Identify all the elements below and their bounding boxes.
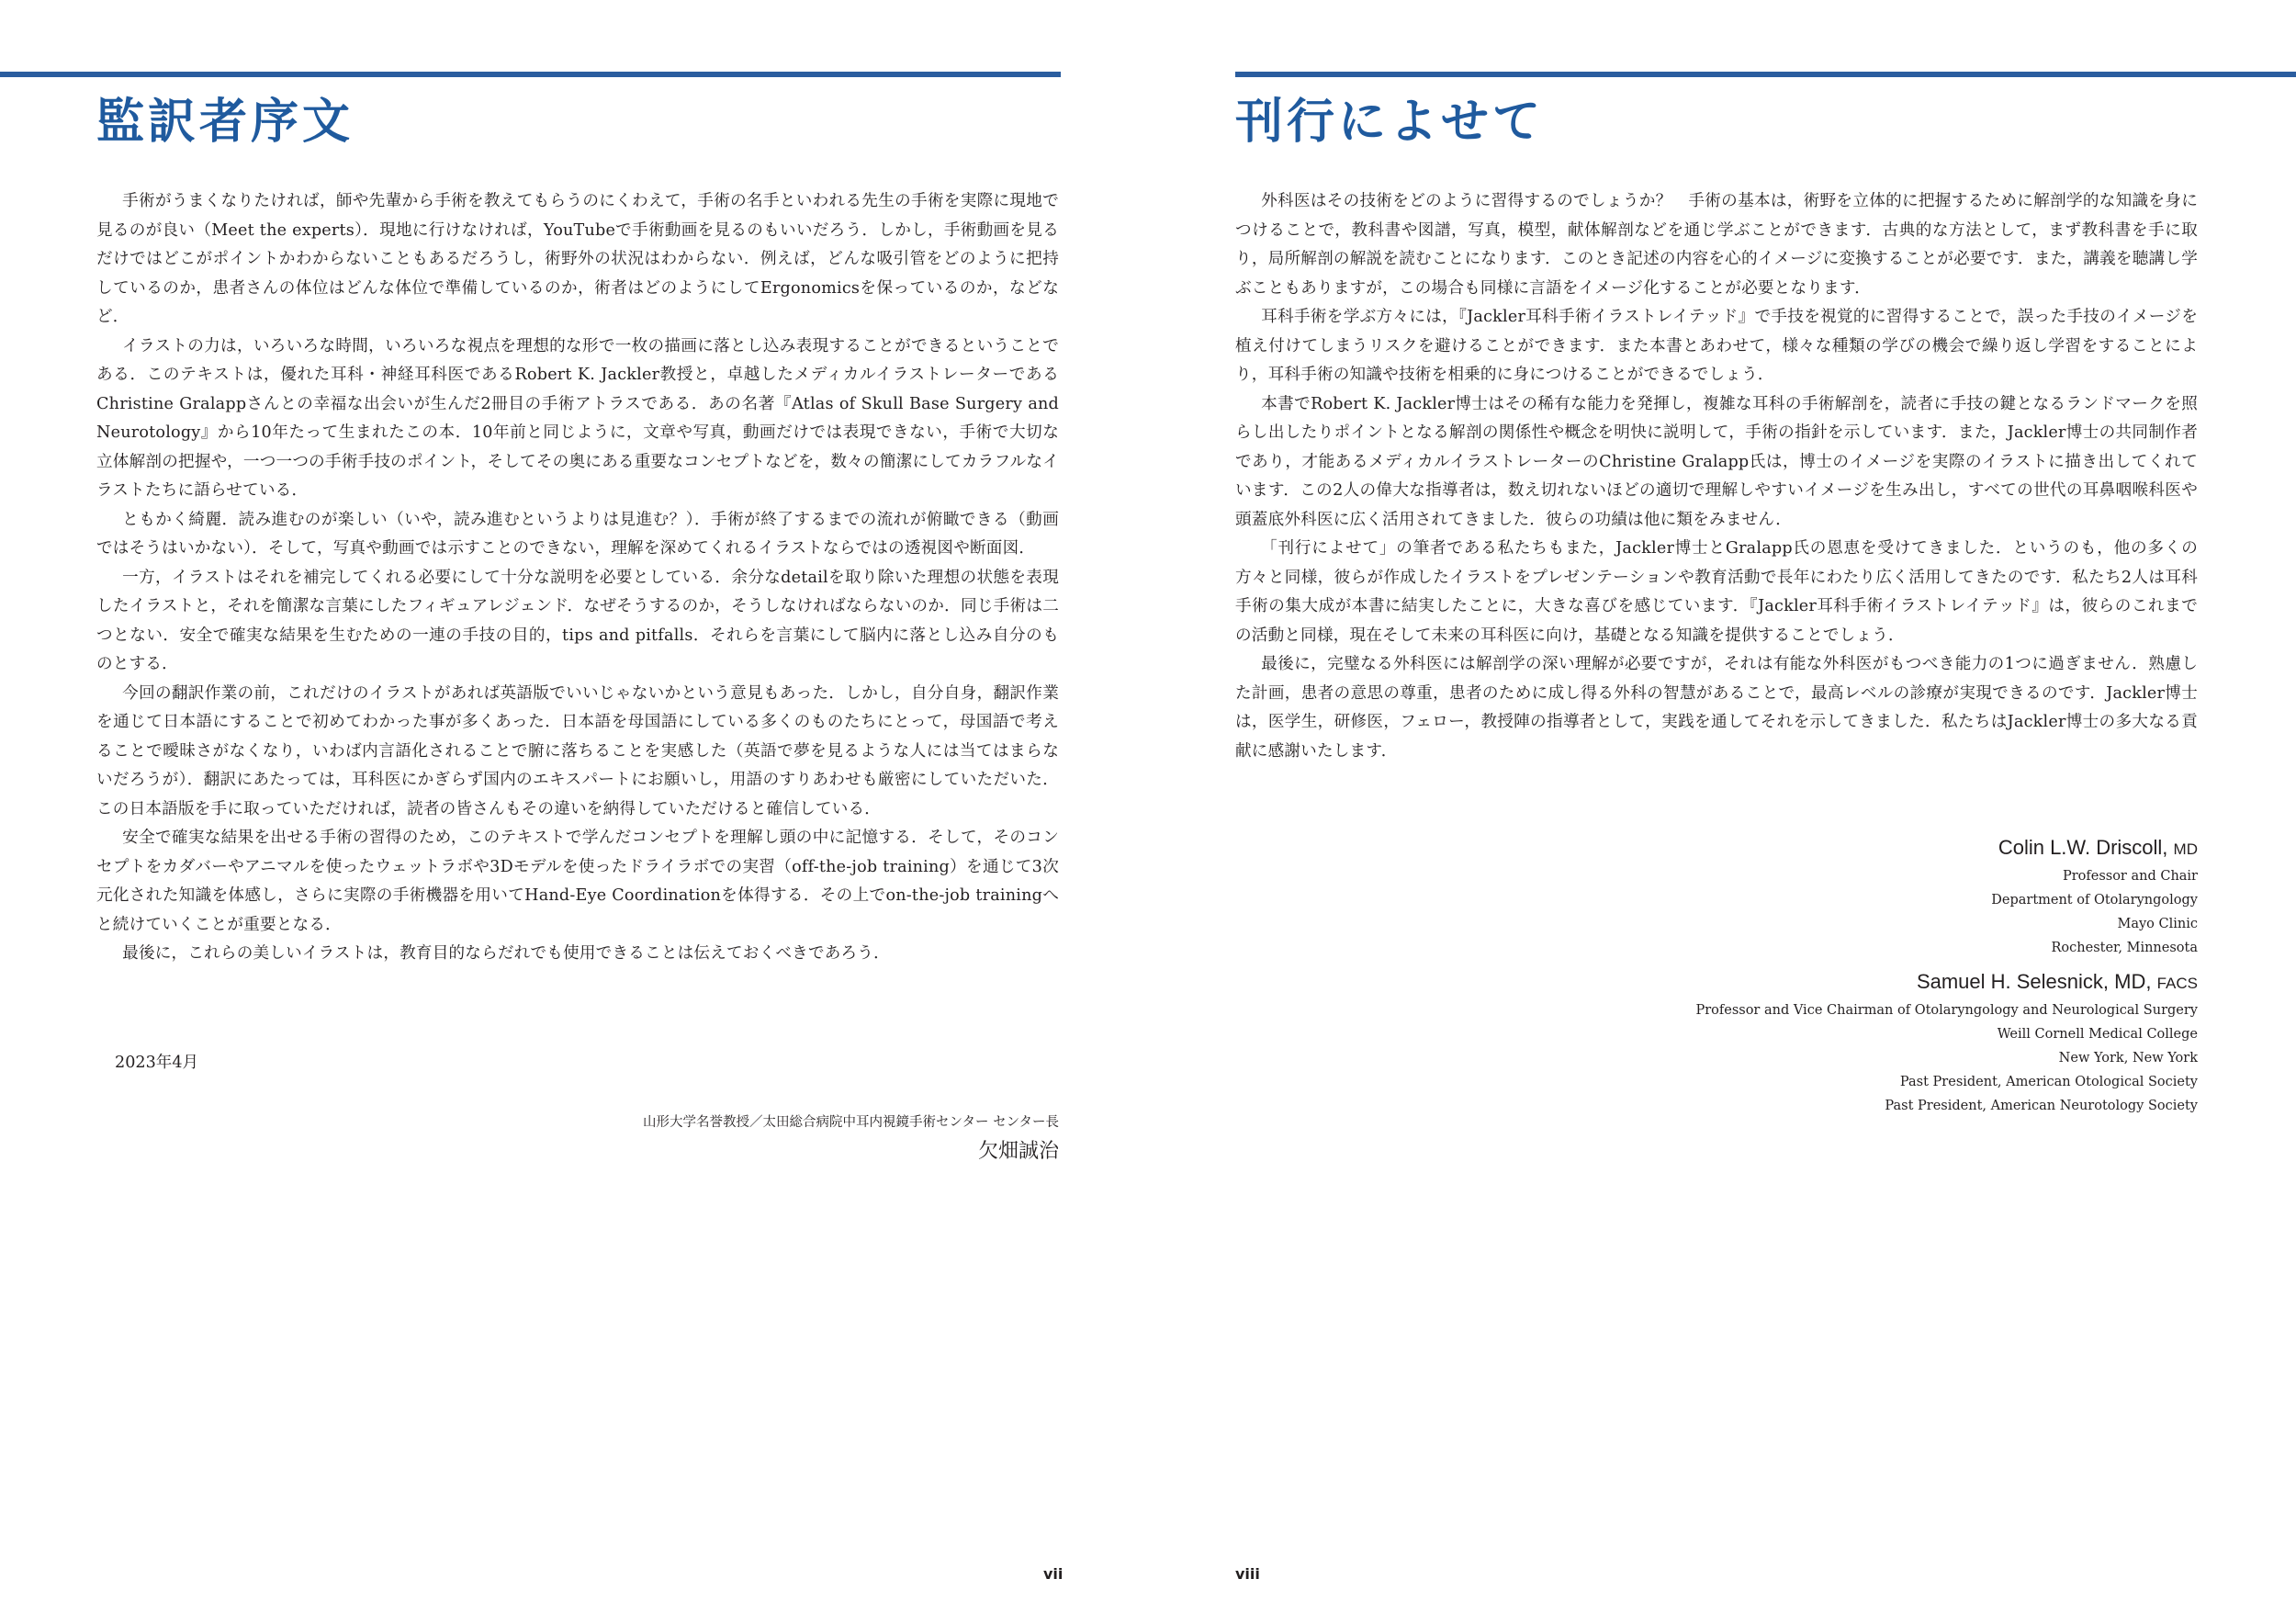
signature-line: Mayo Clinic <box>2117 917 2198 931</box>
signature-line: Professor and Vice Chairman of Otolaryngology and Neurological Surgery <box>1695 1003 2198 1018</box>
paragraph: 安全で確実な結果を出せる手術の習得のため，このテキストで学んだコンセプトを理解し頭の中に記憶する．そして，そのコンセプトをカダバーやアニマルを使ったウェットラボや3Dモデルを使ったドライラボでの実習（off-the-job training）を通じて3次元化された知識を体感し，さらに実際の手術機器を用いてHand-Eye Coordinationを体得する．その上でon-the-job trainingへと続けていくことが重要となる． <box>96 829 1059 934</box>
page-number: vii <box>1043 1565 1064 1583</box>
signature-line: Rochester, Minnesota <box>2051 941 2198 955</box>
body-text <box>96 187 1059 969</box>
signature-line: Department of Otolaryngology <box>1991 893 2198 908</box>
signature-line: Weill Cornell Medical College <box>1997 1027 2198 1042</box>
translator-name: 欠畑誠治 <box>977 1140 1059 1163</box>
page-title: 刊行によせて <box>1235 95 1545 150</box>
body-text <box>1235 187 2198 766</box>
paragraph: 耳科手術を学ぶ方々には，『Jackler耳科手術イラストレイテッド』で手技を視覚的に習得することで，誤った手技のイメージを植え付けてしまうリスクを避けることができます．また本書とあわせて，様々な種類の学びの機会で繰り返し学習をすることにより，耳科手術の知識や技術を相乗的に身につけることができるでしょう． <box>1235 308 2198 384</box>
paragraph: 「刊行によせて」の筆者である私たちもまた，Jackler博士とGralapp氏の恩恵を受けてきました．というのも，他の多くの方々と同様，彼らが作成したイラストをプレゼンテーションや教育活動で長年にわたり広く活用してきたのです．私たち2人は耳科手術の集大成が本書に結実したことに，大きな喜びを感じています．『Jackler耳科手術イラストレイテッド』は，彼らのこれまでの活動と同様，現在そして未来の耳科医に向け，基礎となる知識を提供することでしょう． <box>1235 539 2198 645</box>
date: 2023年4月 <box>115 1054 199 1072</box>
header-rule <box>0 72 1061 77</box>
signature-name <box>1991 833 2198 864</box>
page-number: viii <box>1235 1565 1260 1583</box>
paragraph: 最後に，完璧なる外科医には解剖学の深い理解が必要ですが，それは有能な外科医がもつべき能力の1つに過ぎません．熟慮した計画，患者の意思の尊重，患者のために成し得る外科の智慧があることで，最高レベルの診療が実現できるのです．Jackler博士は，医学生，研修医，フェロー，教授陣の指導者として，実践を通してそれを示してきました．私たちはJackler博士の多大なる貢献に感謝いたします． <box>1235 655 2198 761</box>
right-page <box>1148 0 2296 1624</box>
signature-line: New York, New York <box>2058 1051 2198 1066</box>
paragraph: ともかく綺麗．読み進むのが楽しい（いや，読み進むというよりは見進む？）．手術が終了するまでの流れが俯瞰できる（動画ではそうはいかない）．そして，写真や動画では示すことのできない，理解を深めてくれるイラストならではの透視図や断面図． <box>96 510 1059 558</box>
page-title: 監訳者序文 <box>96 95 355 150</box>
paragraph: 手術がうまくなりたければ，師や先輩から手術を教えてもらうのにくわえて，手術の名手といわれる先生の手術を実際に現地で見るのが良い（Meet the experts）．現地に行けなければ，YouTubeで手術動画を見るのもいいだろう．しかし，手術動画を見るだけではどこがポイントかわからないこともあるだろうし，術野外の状況はわからない．例えば，どんな吸引管をどのように把持しているのか，患者さんの体位はどんな体位で準備しているのか，術者はどのようにしてErgonomicsを保っているのか，などなど． <box>96 192 1059 326</box>
paragraph: 今回の翻訳作業の前，これだけのイラストがあれば英語版でいいじゃないかという意見もあった．しかし，自分自身，翻訳作業を通じて日本語にすることで初めてわかった事が多くあった．日本語を母国語にしている多くのものたちにとって，母国語で考えることで曖昧さがなくなり，いわば内言語化されることで腑に落ちることを実感した（英語で夢を見るような人には当てはまらないだろうが）．翻訳にあたっては，耳科医にかぎらず国内のエキスパートにお願いし，用語のすりあわせも厳密にしていただいた．この日本語版を手に取っていただければ，読者の皆さんもその違いを納得していただけると確信している． <box>96 683 1059 818</box>
signature-line: Professor and Chair <box>2062 869 2198 884</box>
signature-selesnick <box>1695 967 2198 1118</box>
paragraph: 本書でRobert K. Jackler博士はその稀有な能力を発揮し，複雑な耳科の手術解剖を，読者に手技の鍵となるランドマークを照らし出したりポイントとなる解剖の関係性や概念を明快に説明して，手術の指針を示しています．また，Jackler博士の共同制作者であり，才能あるメディカルイラストレーターのChristine Gralapp氏は，博士のイメージを実際のイラストに描き出してくれています．この2人の偉大な指導者は，数え切れないほどの適切で理解しやすいイメージを生み出し，すべての世代の耳鼻咽喉科医や頭蓋底外科医に広く活用されてきました．彼らの功績は他に類をみません． <box>1235 394 2198 529</box>
author-name: Colin L.W. Driscoll, <box>1998 836 2168 859</box>
paragraph: 一方，イラストはそれを補完してくれる必要にして十分な説明を必要としている．余分なdetailを取り除いた理想の状態を表現したイラストと，それを簡潔な言葉にしたフィギュアレジェンド．なぜそうするのか，そうしなければならないのか．同じ手術は二つとない．安全で確実な結果を生むための一連の手技の目的，tips and pitfalls．それらを言葉にして脳内に落とし込み自分のものとする． <box>96 568 1059 673</box>
paragraph: イラストの力は，いろいろな時間，いろいろな視点を理想的な形で一枚の描画に落とし込み表現することができるということである．このテキストは，優れた耳科・神経耳科医であるRobert K. Jackler教授と，卓越したメディカルイラストレーターであるChristine Gralappさんとの幸福な出会いが生んだ2冊目の手術アトラスである．あの名著『Atlas of Skull Base Surgery and Neurotology』から10年たって生まれたこの本．10年前と同じように，文章や写真，動画だけでは表現できない，手術で大切な立体解剖の把握や，一つ一つの手術手技のポイント，そしてその奥にある重要なコンセプトなどを，数々の簡潔にしてカラフルなイラストたちに語らせている． <box>96 336 1059 500</box>
translator-affiliation: 山形大学名誉教授／太田総合病院中耳内視鏡手術センター センター長 <box>643 1115 1059 1130</box>
signature-name <box>1695 967 2198 998</box>
paragraph: 最後に，これらの美しいイラストは，教育目的ならだれでも使用できることは伝えておくべきであろう． <box>122 944 890 963</box>
signature-driscoll <box>1991 833 2198 960</box>
header-rule <box>1235 72 2296 77</box>
signature-line: Past President, American Otological Society <box>1899 1075 2198 1089</box>
author-degree: MD <box>2173 840 2198 858</box>
signature-line: Past President, American Neurotology Society <box>1885 1099 2198 1113</box>
author-name: Samuel H. Selesnick, MD, <box>1916 970 2152 993</box>
paragraph: 外科医はその技術をどのように習得するのでしょうか？ 手術の基本は，術野を立体的に把握するために解剖学的な知識を身につけることで，教科書や図譜，写真，模型，献体解剖などを通じ学ぶことができます．古典的な方法として，まず教科書を手に取り，局所解剖の解説を読むことになります．このとき記述の内容を心的イメージに変換することが必要です．また，講義を聴講し学ぶこともありますが，この場合も同様に言語をイメージ化することが必要となります． <box>1235 192 2198 298</box>
author-degree: FACS <box>2156 975 2198 992</box>
